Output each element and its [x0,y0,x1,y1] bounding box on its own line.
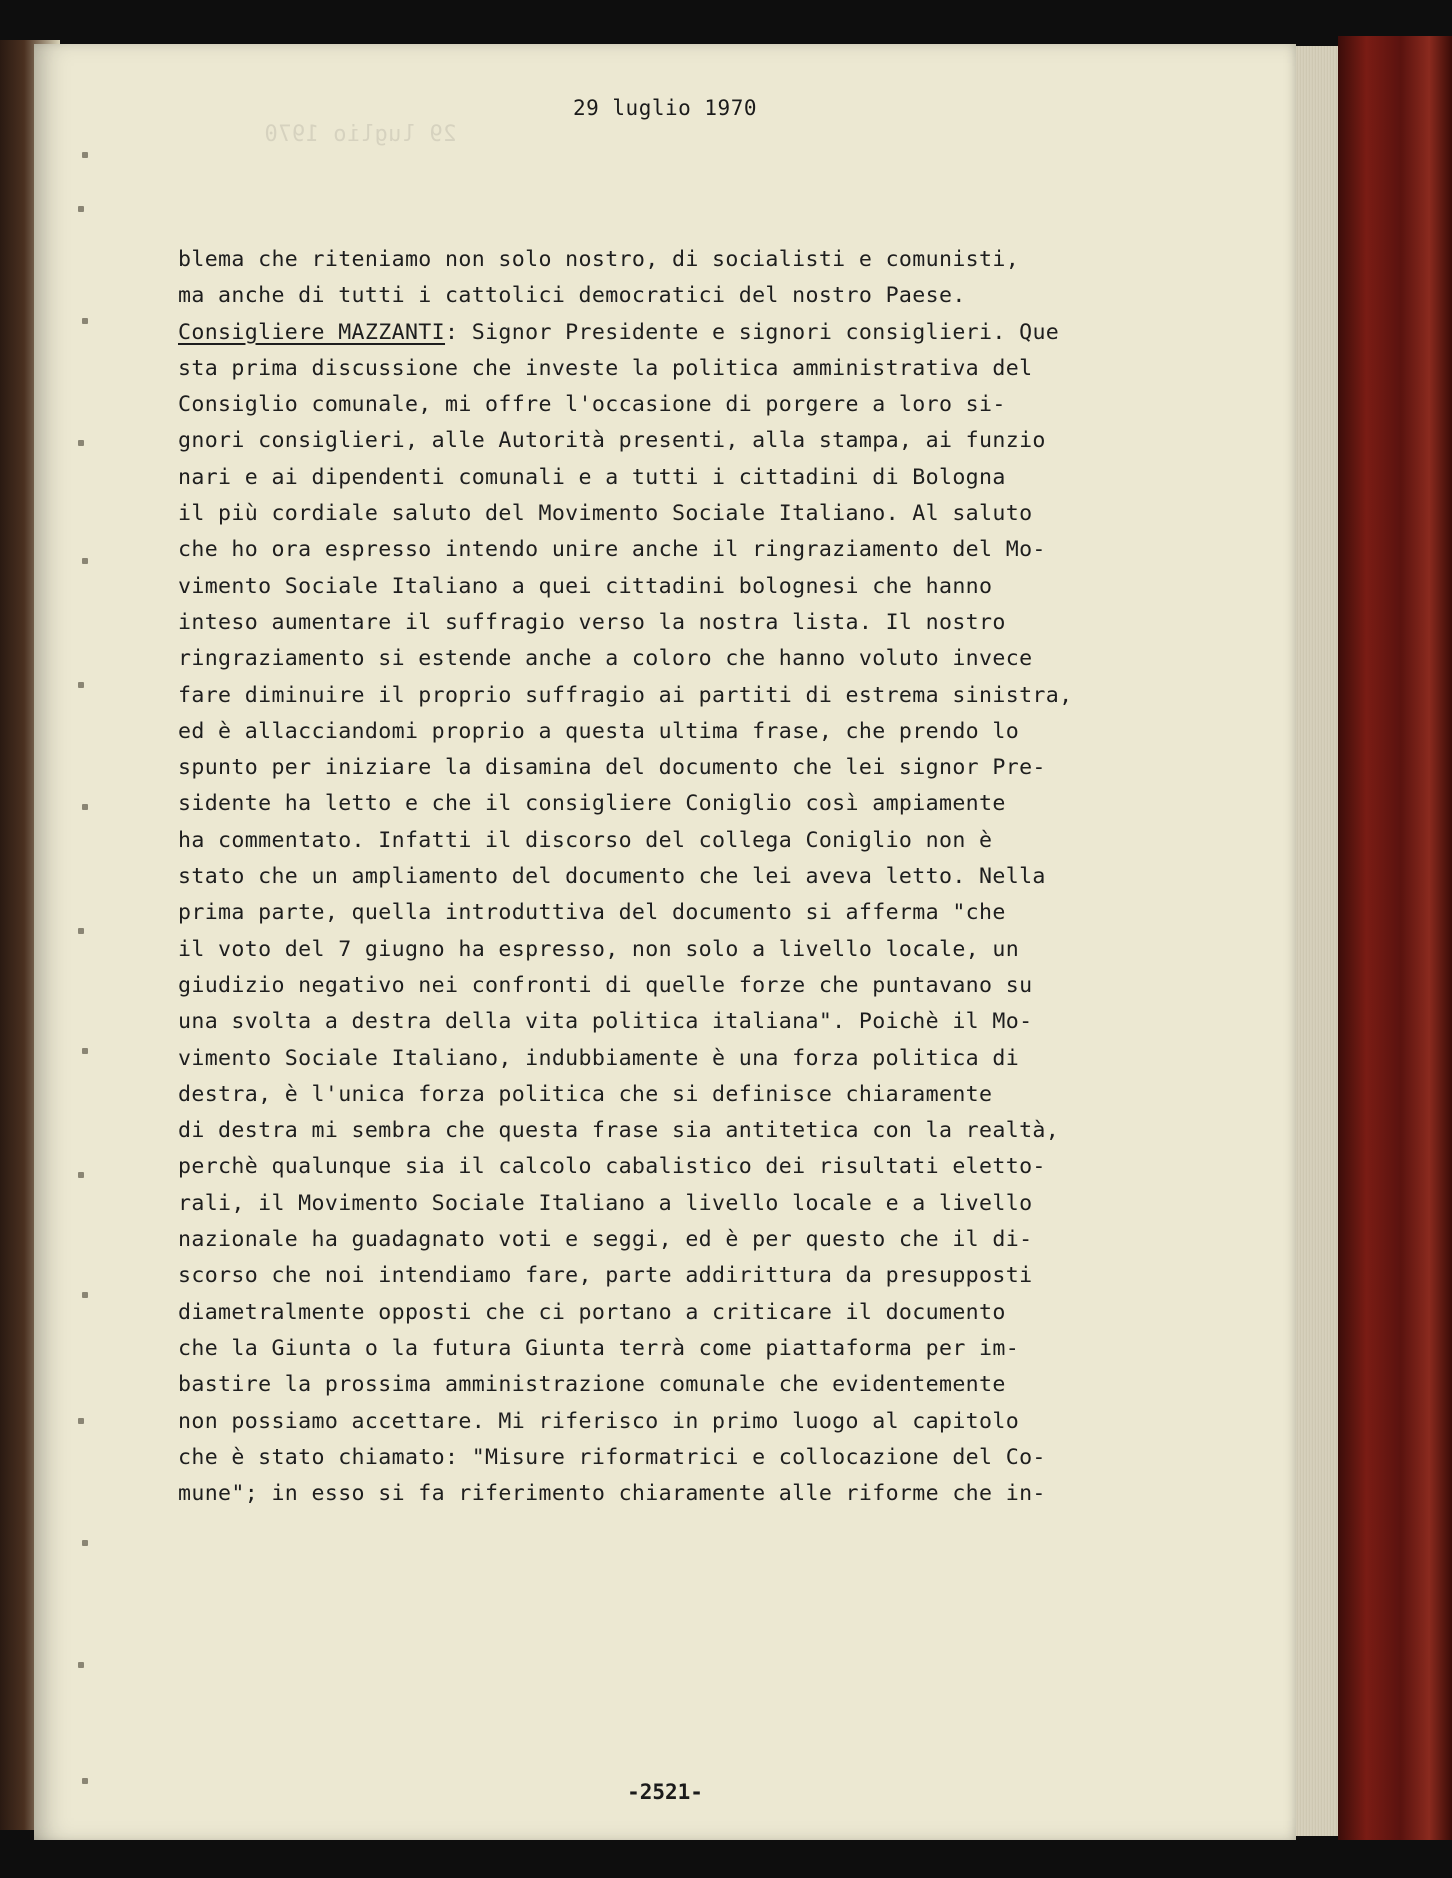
page-stack-edge [1296,46,1338,1836]
text-line: il più cordiale saluto del Movimento Sociale Italiano. Al saluto [178,501,1033,527]
text-line: vimento Sociale Italiano a quei cittadini bolognesi che hanno [178,573,993,599]
text-line: blema che riteniamo non solo nostro, di socialisti e comunisti, [178,247,1020,272]
text-line: mune"; in esso si fa riferimento chiaramente alle riforme che in- [178,1481,1046,1507]
binding-hole [78,1418,84,1424]
binding-hole [78,682,84,688]
text-line: una svolta a destra della vita politica italiana". Poichè il Mo- [178,1009,1033,1035]
text-line: stato che un ampliamento del documento che lei aveva letto. Nella [178,864,1046,890]
text-line: perchè qualunque sia il calcolo cabalistico dei risultati eletto- [178,1154,1046,1180]
text-line: diametralmente opposti che ci portano a criticare il documento [178,1299,1006,1325]
binding-hole [82,1048,88,1054]
show-through-header: 29 luglio 1970 [264,122,457,147]
page-header-date: 29 luglio 1970 [572,96,757,120]
binding-hole [78,1172,84,1178]
binding-hole [78,206,84,212]
text-line: ed è allacciandomi proprio a questa ultima frase, che prendo lo [178,718,1020,744]
text-line: scorso che noi intendiamo fare, parte addirittura da presupposti [178,1263,1033,1289]
text-line: giudizio negativo nei confronti di quelle forze che puntavano su [178,972,1033,998]
text-line: ma anche di tutti i cattolici democratici del nostro Paese. [178,283,966,309]
text-line: che la Giunta o la futura Giunta terrà come piattaforma per im- [178,1335,1020,1361]
speaker-text: : Signor Presidente e signori consiglieri. Que [445,319,1060,345]
text-line: di destra mi sembra che questa frase sia antitetica con la realtà, [178,1118,1060,1144]
text-line: ha commentato. Infatti il discorso del collega Coniglio non è [178,827,993,853]
binding-hole [82,1540,88,1546]
text-line: inteso aumentare il suffragio verso la nostra lista. Il nostro [178,609,1006,635]
binding-holes [70,88,100,1878]
text-line: vimento Sociale Italiano, indubbiamente è una forza politica di [178,1045,1020,1071]
binding-hole [82,804,88,810]
text-line: rali, il Movimento Sociale Italiano a livello locale e a livello [178,1190,1033,1216]
speaker-name: Consigliere MAZZANTI [178,319,446,345]
text-line: destra, è l'unica forza politica che si definisce chiaramente [178,1081,993,1107]
binding-hole [82,1292,88,1298]
text-line: fare diminuire il proprio suffragio ai partiti di estrema sinistra, [178,682,1073,708]
document-page [34,44,1296,1840]
text-line: ringraziamento si estende anche a coloro che hanno voluto invece [178,646,1033,672]
text-line: nazionale ha guadagnato voti e seggi, ed è per questo che il di- [178,1227,1033,1253]
text-line: Consiglio comunale, mi offre l'occasione di porgere a loro si- [178,392,1006,418]
binding-hole [82,318,88,324]
binding-hole [78,1662,84,1668]
binding-hole [78,440,84,446]
text-line: che è stato chiamato: "Misure riformatrici e collocazione del Co- [178,1444,1046,1470]
text-line: il voto del 7 giugno ha espresso, non solo a livello locale, un [178,936,1020,962]
binding-hole [78,928,84,934]
text-line: sidente ha letto e che il consigliere Coniglio così ampiamente [178,791,1006,817]
text-line: bastire la prossima amministrazione comunale che evidentemente [178,1372,1006,1398]
binding-hole [82,558,88,564]
binding-hole [82,152,88,158]
text-line: prima parte, quella introduttiva del documento si afferma "che [178,900,1006,926]
speaker-line [178,315,1178,351]
page-number: -2521- [627,1780,703,1804]
text-line: che ho ora espresso intendo unire anche il ringraziamento del Mo- [178,537,1046,563]
text-line: spunto per iniziare la disamina del documento che lei signor Pre- [178,755,1046,781]
text-line: sta prima discussione che investe la politica amministrativa del [178,355,1033,381]
typewritten-body [178,242,1178,1512]
text-line: nari e ai dipendenti comunali e a tutti i cittadini di Bologna [178,464,1006,490]
text-line: gnori consiglieri, alle Autorità presenti, alla stampa, ai funzio [178,428,1046,454]
text-line: non possiamo accettare. Mi riferisco in primo luogo al capitolo [178,1408,1020,1434]
book-cover-edge [1338,36,1452,1840]
